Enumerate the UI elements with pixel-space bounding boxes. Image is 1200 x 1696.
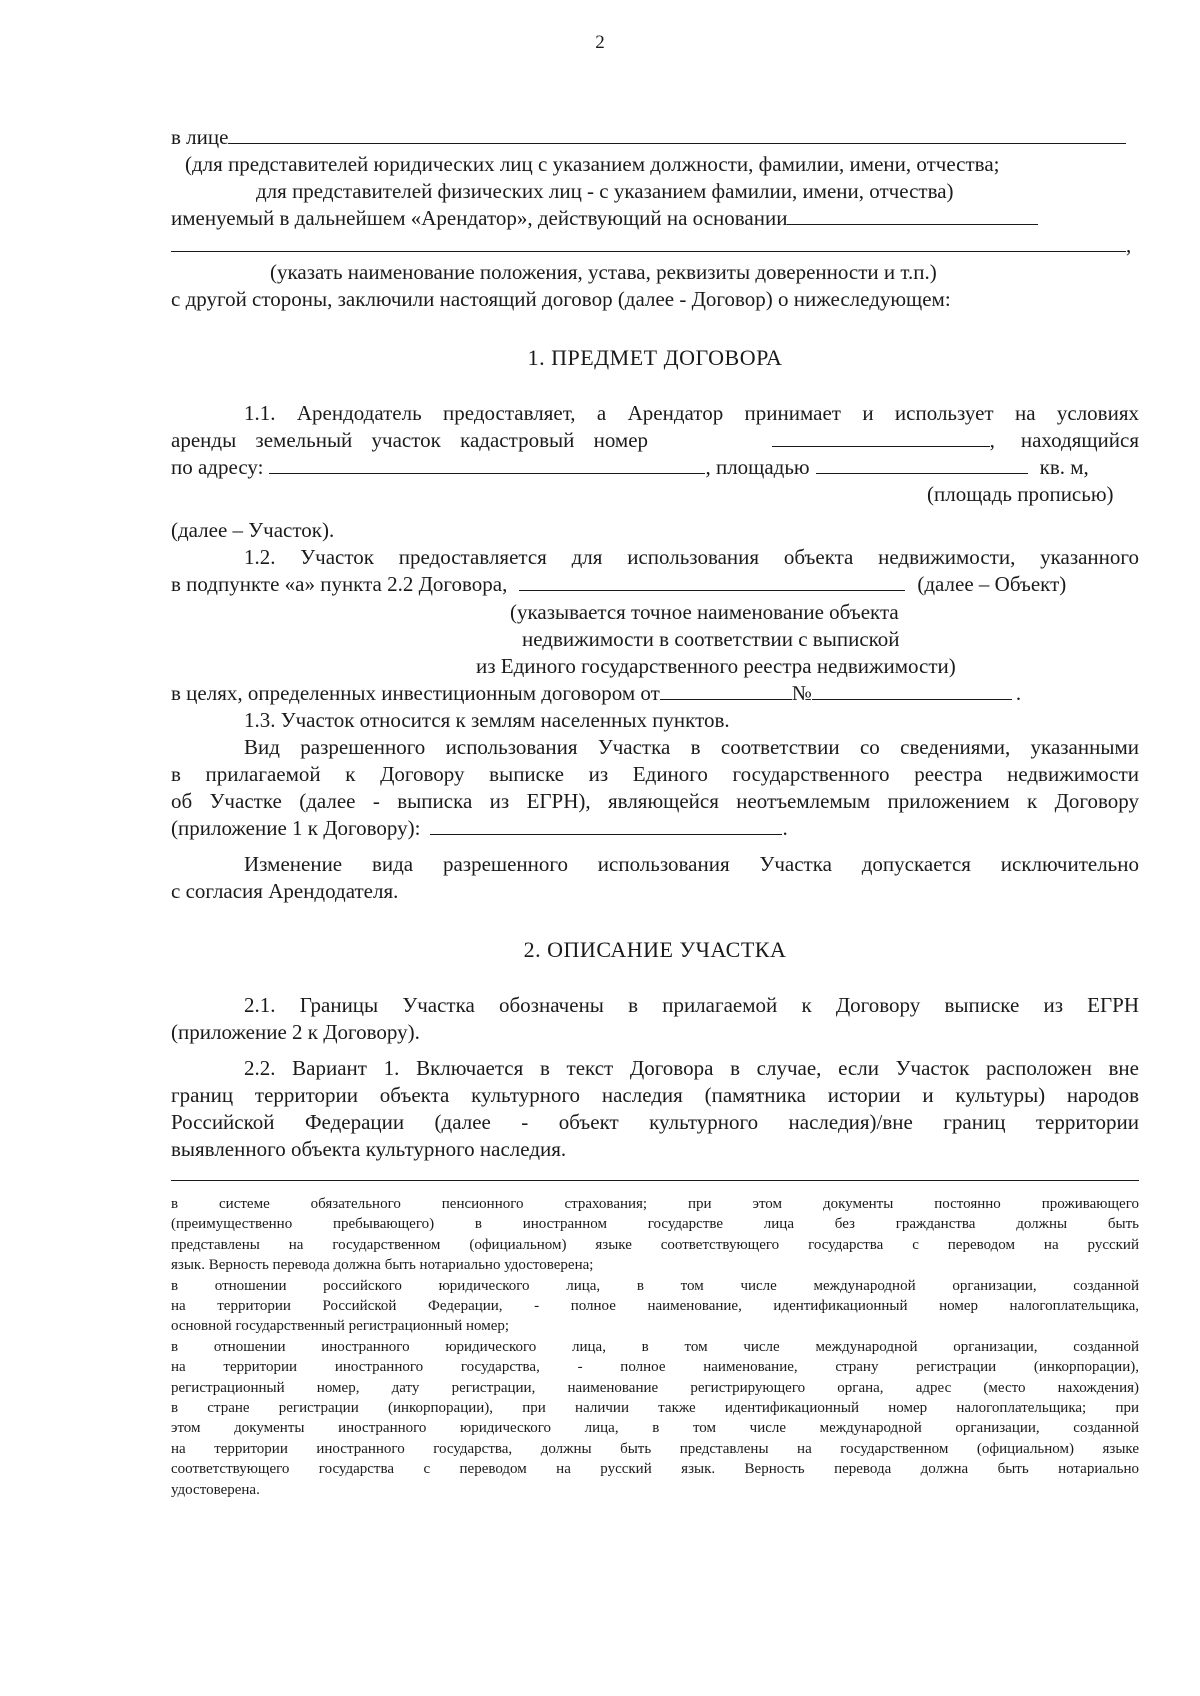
use-line3: об Участке (далее - выписка из ЕГРН), являющейся неотъемлемым приложением к Договору bbox=[171, 789, 1139, 813]
basis-note: (указать наименование положения, устава, реквизиты доверенности и т.п.) bbox=[270, 260, 937, 284]
p1-2-note2: недвижимости в соответствии с выпиской bbox=[522, 627, 900, 651]
p1-2-purpose-line bbox=[171, 680, 1139, 706]
p1-1-area-note: (площадь прописью) bbox=[927, 482, 1114, 506]
p1-2-line2 bbox=[171, 571, 1139, 597]
p2-2-line4: выявленного объекта культурного наследия. bbox=[171, 1137, 567, 1161]
p2-1-line1: 2.1. Границы Участка обозначены в прилагаемой к Договору выписке из ЕГРН bbox=[244, 993, 1139, 1017]
footnote-line: удостоверена. bbox=[171, 1481, 260, 1498]
p1-1-end: (далее – Участок). bbox=[171, 518, 335, 542]
rep-note-2: для представителей физических лиц - с указанием фамилии, имени, отчества) bbox=[256, 179, 954, 203]
use-line2: в прилагаемой к Договору выписке из Единого государственного реестра недвижимости bbox=[171, 762, 1139, 786]
footnote-line: в стране регистрации (инкорпорации), при наличии также идентификационный номер налогоплательщика; при bbox=[171, 1400, 1139, 1416]
p1-3: 1.3. Участок относится к землям населенных пунктов. bbox=[244, 708, 730, 732]
footnote-line: на территории иностранного государства, - полное наименование, страну регистрации (инкорпорации), bbox=[171, 1359, 1139, 1376]
intro-v-litse-line bbox=[171, 124, 1126, 150]
p2-2-line2: границ территории объекта культурного наследия (памятника истории и культуры) народов bbox=[171, 1083, 1139, 1107]
basis-blank-2 bbox=[171, 232, 1126, 252]
representative-blank bbox=[228, 124, 1126, 144]
use-l4-text: (приложение 1 к Договору): bbox=[171, 816, 421, 840]
footnote-line: основной государственный регистрационный номер; bbox=[171, 1318, 510, 1335]
p2-2-line1: 2.2. Вариант 1. Включается в текст Договора в случае, если Участок расположен вне bbox=[244, 1056, 1139, 1080]
address-blank bbox=[269, 454, 705, 474]
rep-note-1: (для представителей юридических лиц с указанием должности, фамилии, имени, отчества; bbox=[185, 152, 1000, 176]
p1-1-aren: аренды земельный участок кадастровый номер bbox=[171, 428, 649, 452]
p1-2-dot: . bbox=[1015, 681, 1022, 705]
concluded-text: с другой стороны, заключили настоящий договор (далее - Договор) о нижеследующем: bbox=[171, 287, 951, 311]
p1-1-area: , площадью bbox=[705, 455, 810, 479]
footnote-line: на территории иностранного государства, должны быть представлены на государственном (официальном) языке bbox=[171, 1440, 1139, 1457]
use-line4 bbox=[171, 815, 1139, 841]
p1-1-address: по адресу: bbox=[171, 455, 264, 479]
page-number: 2 bbox=[595, 32, 605, 53]
use-dot: . bbox=[782, 816, 788, 840]
cadastral-number-blank bbox=[772, 427, 990, 447]
p1-2-note1: (указывается точное наименование объекта bbox=[510, 600, 899, 624]
footnote-line: в отношении российского юридического лица, в том числе международной организации, созданной bbox=[171, 1277, 1139, 1294]
section-1-heading: 1. ПРЕДМЕТ ДОГОВОРА bbox=[527, 345, 783, 370]
named-text: именуемый в дальнейшем «Арендатор», действующий на основании bbox=[171, 206, 788, 230]
change-line2: с согласия Арендодателя. bbox=[171, 879, 399, 903]
intro-named-line bbox=[171, 205, 1038, 231]
footnote-line: в отношении иностранного юридического лица, в том числе международной организации, созданной bbox=[171, 1338, 1139, 1355]
permitted-use-blank bbox=[430, 815, 782, 835]
p1-1-located: находящийся bbox=[1020, 428, 1139, 452]
basis-blank bbox=[787, 205, 1038, 225]
p1-1-unit: кв. м, bbox=[1039, 455, 1089, 479]
footnote-line: на территории Российской Федерации, - полное наименование, идентификационный номер налогоплательщика, bbox=[171, 1298, 1139, 1314]
footnote-line: этом документы иностранного юридического лица, в том числе международной организации, созданной bbox=[171, 1420, 1139, 1437]
change-line1: Изменение вида разрешенного использования Участка допускается исключительно bbox=[244, 852, 1139, 876]
footnote-line: (преимущественно пребывающего) в иностранном государстве лица без гражданства должны быть bbox=[171, 1216, 1139, 1233]
p1-1-line3 bbox=[171, 454, 1139, 480]
p1-2-line1: 1.2. Участок предоставляется для использования объекта недвижимости, указанного bbox=[244, 545, 1139, 569]
p1-2-no: № bbox=[791, 681, 812, 705]
p1-2-text: в подпункте «а» пункта 2.2 Договора, bbox=[171, 572, 508, 596]
basis-blank-line bbox=[171, 232, 1131, 258]
p2-1-line2: (приложение 2 к Договору). bbox=[171, 1020, 420, 1044]
p1-1-comma: , bbox=[989, 428, 995, 452]
p1-1-line2 bbox=[171, 427, 1139, 453]
basis-comma: , bbox=[1126, 233, 1132, 257]
area-blank bbox=[816, 454, 1028, 474]
investment-contract-date-blank bbox=[660, 680, 792, 700]
object-name-blank bbox=[519, 571, 905, 591]
section-2-heading: 2. ОПИСАНИЕ УЧАСТКА bbox=[523, 937, 787, 962]
footnote-line: представлены на государственном (официальном) языке соответствующего государства с переводом на русский bbox=[171, 1236, 1139, 1253]
p2-2-line3: Российской Федерации (далее - объект культурного наследия)/вне границ территории bbox=[171, 1110, 1139, 1134]
footnote-line: в системе обязательного пенсионного страхования; при этом документы постоянно проживающего bbox=[171, 1196, 1139, 1212]
footnote-line: язык. Верность перевода должна быть нотариально удостоверена; bbox=[171, 1257, 594, 1274]
footnote-line: регистрационный номер, дату регистрации, наименование регистрирующего органа, адрес (место нахождения) bbox=[171, 1379, 1139, 1396]
p1-2-purpose: в целях, определенных инвестиционным договором от bbox=[171, 681, 660, 705]
use-line1: Вид разрешенного использования Участка в соответствии со сведениями, указанными bbox=[244, 735, 1139, 759]
v-litse-label: в лице bbox=[171, 125, 229, 149]
investment-contract-number-blank bbox=[812, 680, 1012, 700]
footnote-line: соответствующего государства с переводом на русский язык. Верность перевода должна быть нотариально bbox=[171, 1461, 1139, 1478]
p1-2-note3: из Единого государственного реестра недвижимости) bbox=[476, 654, 956, 678]
footnote-divider bbox=[171, 1180, 1139, 1181]
p1-1-line1: 1.1. Арендодатель предоставляет, а Арендатор принимает и использует на условиях bbox=[244, 401, 1139, 425]
p1-2-obj: (далее – Объект) bbox=[917, 572, 1067, 596]
